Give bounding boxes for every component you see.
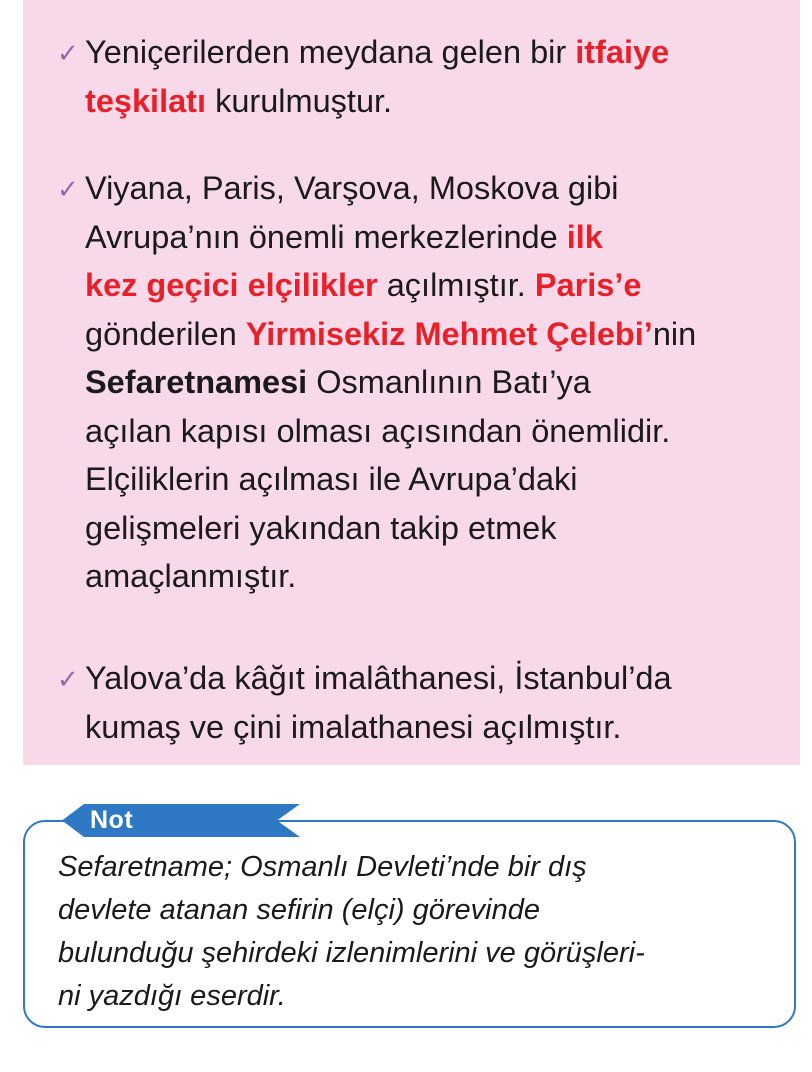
- item-text: [85, 654, 795, 751]
- text-line: [85, 358, 795, 407]
- note-line: bulunduğu şehirdeki izlenimlerini ve görüşleri-: [58, 937, 645, 969]
- text-line: [85, 703, 795, 752]
- text-run: açılmıştır.: [377, 267, 535, 303]
- note-text: [58, 846, 645, 1018]
- text-line: [85, 504, 795, 553]
- highlighted-term: teşkilatı: [85, 82, 207, 119]
- text-run: amaçlanmıştır.: [85, 558, 297, 594]
- text-line: [85, 261, 795, 310]
- text-run: kumaş ve çini imalathanesi açılmıştır.: [85, 708, 622, 745]
- info-panel: [23, 0, 800, 765]
- text-line: [85, 552, 795, 601]
- text-run: Viyana, Paris, Varşova, Moskova gibi: [85, 170, 619, 206]
- checkmark-icon: ✓: [57, 664, 79, 694]
- text-run: Elçiliklerin açılması ile Avrupa’daki: [85, 461, 578, 497]
- text-run: kurulmuştur.: [206, 82, 393, 119]
- text-line: [85, 455, 795, 504]
- item-text: [85, 28, 795, 125]
- highlighted-term: Paris’e: [534, 267, 642, 303]
- text-line: [85, 28, 795, 77]
- text-line: [85, 407, 795, 456]
- text-run: nin: [652, 315, 697, 352]
- highlighted-term: Yirmisekiz Mehmet Çelebi’: [245, 315, 653, 352]
- text-run: Osmanlının Batı’ya: [307, 364, 591, 400]
- note-line: devlete atanan sefirin (elçi) görevinde: [58, 894, 540, 926]
- text-run: Yeniçerilerden meydana gelen bir: [85, 34, 576, 70]
- note-label: Not: [90, 806, 134, 834]
- text-run: gönderilen: [85, 315, 246, 352]
- text-run: açılan kapısı olması açısından önemlidir.: [85, 412, 671, 449]
- note-line: Sefaretname; Osmanlı Devleti’nde bir dış: [58, 851, 587, 883]
- checkmark-icon: ✓: [57, 38, 79, 68]
- bold-term: Sefaretnamesi: [85, 364, 308, 400]
- highlighted-term: kez geçici elçilikler: [85, 267, 378, 303]
- item-text: [85, 164, 795, 601]
- text-line: [85, 654, 795, 703]
- text-run: Yalova’da kâğıt imalâthanesi, İstanbul’da: [85, 660, 672, 696]
- text-line: [85, 213, 795, 262]
- highlighted-term: ilk: [566, 218, 603, 255]
- text-line: [85, 164, 795, 213]
- text-line: [85, 310, 795, 359]
- text-run: gelişmeleri yakından takip etmek: [85, 509, 557, 546]
- text-run: Avrupa’nın önemli merkezlerinde: [85, 218, 567, 255]
- highlighted-term: itfaiye: [575, 34, 670, 70]
- text-line: [85, 77, 795, 126]
- note-line: ni yazdığı eserdir.: [58, 980, 286, 1012]
- checkmark-icon: ✓: [57, 174, 79, 204]
